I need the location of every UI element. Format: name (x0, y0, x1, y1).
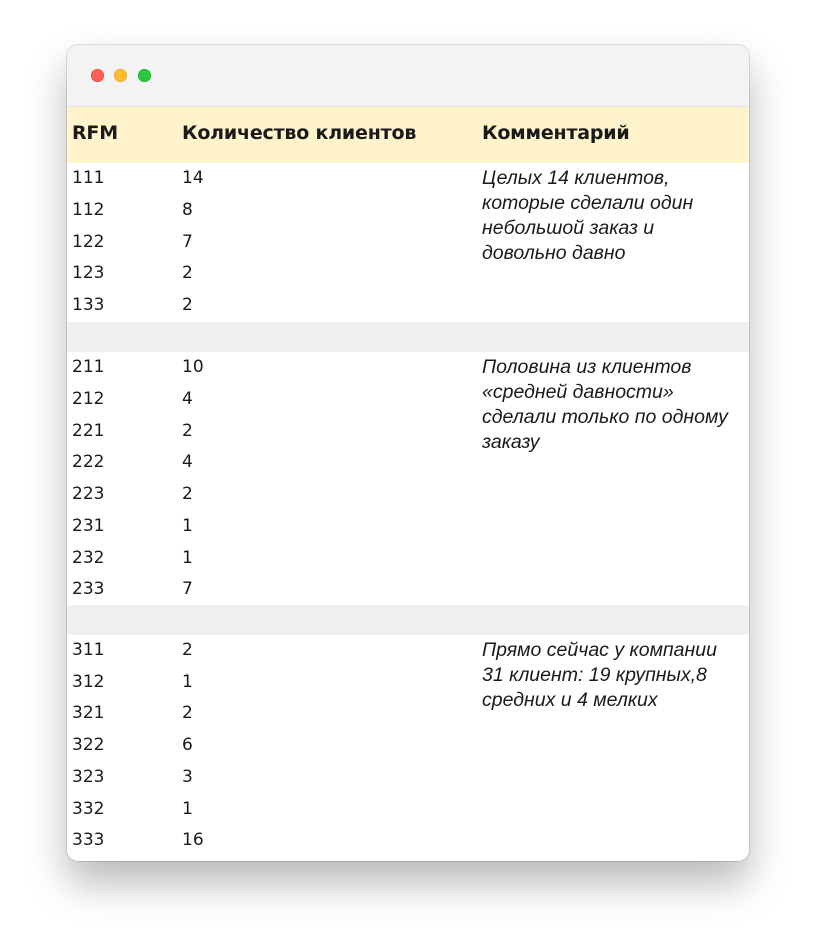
table-row (67, 825, 749, 857)
table-row (67, 762, 749, 794)
table-group-2 (67, 352, 749, 605)
table-row (67, 794, 749, 826)
table-group-1 (67, 163, 749, 322)
count-cell: 7 (182, 232, 193, 252)
count-cell: 4 (182, 452, 193, 472)
count-cell: 4 (182, 389, 193, 409)
count-cell: 8 (182, 200, 193, 220)
count-cell: 1 (182, 548, 193, 568)
rfm-cell: 312 (72, 672, 105, 692)
group-comment: Целых 14 клиентов, которые сделали один небольшой заказ и довольно давно (482, 167, 694, 264)
table-row (67, 479, 749, 511)
count-cell: 2 (182, 703, 193, 723)
count-cell: 2 (182, 484, 193, 504)
minimize-window-button[interactable] (114, 69, 127, 82)
rfm-table (67, 107, 749, 861)
rfm-cell: 222 (72, 452, 105, 472)
group-comment: Прямо сейчас у компании 31 клиент: 19 крупных,8 средних и 4 мелких (482, 639, 717, 711)
app-window (67, 45, 749, 861)
count-cell: 1 (182, 516, 193, 536)
rfm-cell: 322 (72, 735, 105, 755)
rfm-cell: 223 (72, 484, 105, 504)
count-cell: 2 (182, 640, 193, 660)
rfm-cell: 133 (72, 295, 105, 315)
table-row (67, 511, 749, 543)
rfm-cell: 323 (72, 767, 105, 787)
count-cell: 2 (182, 295, 193, 315)
table-row (67, 574, 749, 606)
count-cell: 2 (182, 263, 193, 283)
rfm-cell: 112 (72, 200, 105, 220)
rfm-cell: 332 (72, 799, 105, 819)
count-cell: 2 (182, 421, 193, 441)
rfm-cell: 211 (72, 357, 105, 377)
rfm-cell: 111 (72, 168, 105, 188)
rfm-cell: 212 (72, 389, 105, 409)
rfm-cell: 123 (72, 263, 105, 283)
rfm-cell: 311 (72, 640, 105, 660)
zoom-window-button[interactable] (138, 69, 151, 82)
rfm-cell: 333 (72, 830, 105, 850)
close-window-button[interactable] (91, 69, 104, 82)
count-cell: 1 (182, 799, 193, 819)
count-cell: 16 (182, 830, 204, 850)
rfm-cell: 231 (72, 516, 105, 536)
group-separator (67, 322, 749, 352)
group-separator (67, 605, 749, 635)
count-cell: 3 (182, 767, 193, 787)
count-cell: 6 (182, 735, 193, 755)
table-row (67, 290, 749, 322)
count-cell: 1 (182, 672, 193, 692)
header-rfm: RFM (72, 122, 118, 144)
count-cell: 14 (182, 168, 204, 188)
group-comment: Половина из клиентов «средней давности» сделали только по одному заказу (482, 356, 728, 453)
table-group-3 (67, 635, 749, 861)
header-client-count: Количество клиентов (182, 122, 417, 144)
rfm-cell: 221 (72, 421, 105, 441)
table-row (67, 730, 749, 762)
rfm-cell: 122 (72, 232, 105, 252)
table-row (67, 543, 749, 575)
count-cell: 10 (182, 357, 204, 377)
window-titlebar (67, 45, 749, 107)
rfm-cell: 233 (72, 579, 105, 599)
header-comment: Комментарий (482, 122, 630, 144)
rfm-cell: 232 (72, 548, 105, 568)
rfm-cell: 321 (72, 703, 105, 723)
count-cell: 7 (182, 579, 193, 599)
table-header-row (67, 107, 749, 163)
